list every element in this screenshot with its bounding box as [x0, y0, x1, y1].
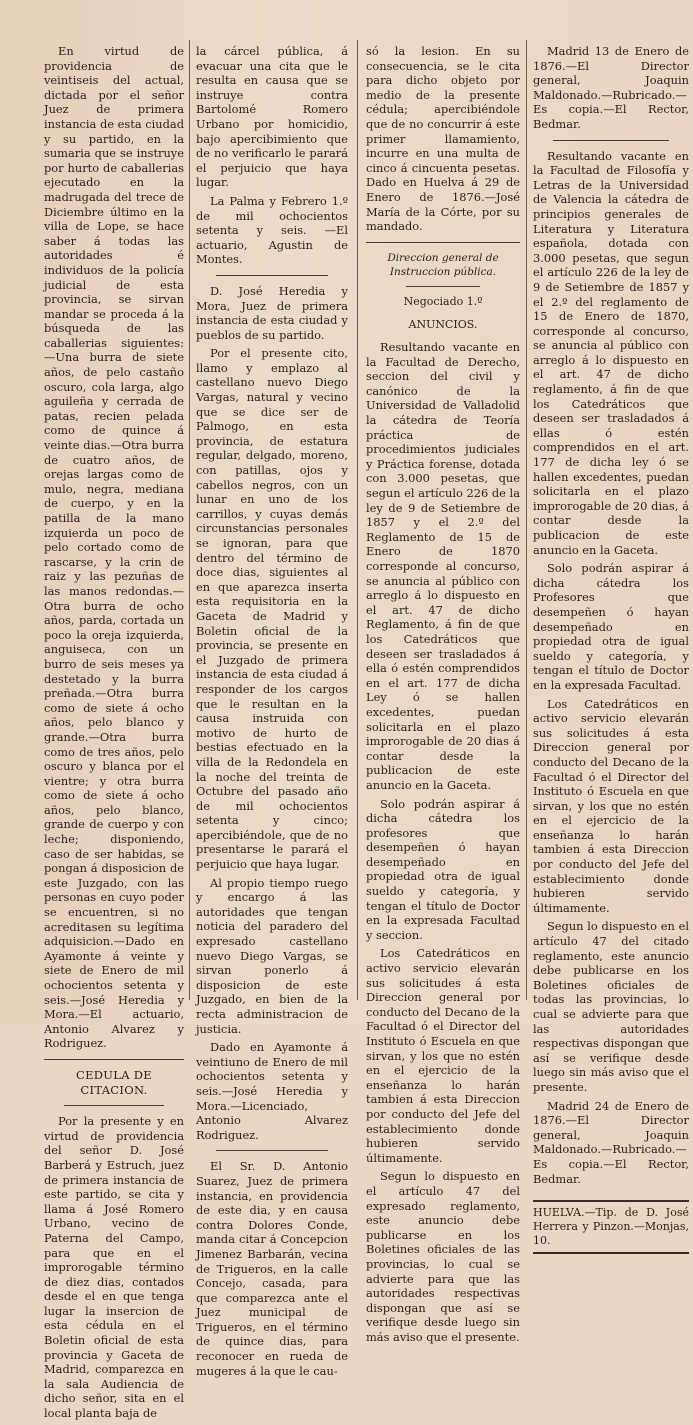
- column-1: [44, 44, 184, 1425]
- section-title: Direccion general de Instruccion pública.: [387, 251, 499, 279]
- cita-signature: La Palma y Febrero 1.º de mil ochocientos setenta y seis. —El actuario, Agustin de Montes.: [196, 193, 348, 267]
- emplazamiento-paragraph: Por el presente cito, llamo y emplazo al castellano nuevo Diego Vargas, natural y vecino que se dice ser de Palmogo, en esta provincia, de estatura regular, delgado, moreno, con patillas, ojos y cabellos negros, con un lunar en uno de los carrillos, y cuyas demás circunstancias personales se ignoran, para que dentro del término de doce dias, siguientes al en que aparezca inserta esta requisitoria en la Gaceta de Madrid y Boletin oficial de la provincia, se presente en el Juzgado de primera instancia de esta ciudad á responder de los cargos que le resultan en la causa instruida con motivo de hurto de bestias efectuado en la villa de la Redondela en la noche del treinta de Octubre del pasado año de mil ochocientos setenta y cinco; apercibiéndole, que de no presentarse le parará el perjuicio que haya lugar.: [196, 346, 348, 872]
- column-4: [533, 44, 689, 1254]
- anuncios-label: ANUNCIOS.: [408, 317, 478, 331]
- ayamonte-signature: Dado en Ayamonte á veintiuno de Enero de mil ochocientos setenta y seis.—José Heredia y Mora.—Licenciado, Antonio Alvarez Rodriguez.: [196, 1040, 348, 1142]
- lesion-paragraph: só la lesion. En su consecuencia, se le cita para dicho objeto por medio de la presente cédula; apercibiéndole que de no concurrir á este primer llamamiento, incurre en una multa de cinco á cincuenta pesetas. Dado en Huelva á 29 de Enero de 1876.—José María de la Córte, por su mandado.: [366, 44, 520, 234]
- madrid-signature-2: Madrid 24 de Enero de 1876.—El Director general, Joaquin Maldonado.—Rubricado.—Es copia.—El Rector, Bedmar.: [533, 1098, 689, 1186]
- cedula-paragraph: Por la presente y en virtud de providencia del señor D. José Barberá y Estruch, juez de primera instancia de este partido, se cita y llama á José Romero Urbano, vecino de Paterna del Campo, para que en el improrogable término de diez dias, contados desde el en que tenga lugar la insercion de esta cédula en el Boletin oficial de esta provincia y Gaceta de Madrid, comparezca en la sala Audiencia de dicho señor, sita en el local planta baja de: [44, 1114, 184, 1421]
- section-rule: [216, 275, 328, 276]
- section-rule: [553, 140, 669, 141]
- catedraticos-paragraph: Los Catedráticos en activo servicio elevarán sus solicitudes á esta Direccion general por conducto del Decano de la Facultad ó el Director del Instituto ó Escuela en que sirvan, y los que no estén en el ejercicio de la enseñanza lo harán tambien á esta Direccion por conducto del Jefe del establecimiento donde hubieren servido últimamente.: [533, 696, 689, 915]
- negociado-label: Negociado 1.º: [403, 294, 483, 308]
- column-divider: [526, 40, 527, 1000]
- column-2: [196, 44, 348, 1382]
- cita-paragraph: la cárcel pública, á evacuar una cita que le resulta en causa que se instruye contra Bartolomé Romero Urbano por homicidio, bajo apercibimiento que de no verificarlo le parará el perjuicio que haya lugar.: [196, 44, 348, 190]
- catedraticos-paragraph: Los Catedráticos en activo servicio elevarán sus solicitudes á esta Direccion general por conducto del Decano de la Facultad ó el Director del Instituto ó Escuela en que sirvan, y los que no estén en el ejercicio de la enseñanza lo harán tambien á esta Direccion por conducto del Jefe del establecimiento donde hubieren servido últimamente.: [366, 946, 520, 1165]
- valencia-paragraph: Resultando vacante en la Facultad de Filosofía y Letras de la Universidad de Valencia la cátedra de principios generales de Literatura y Literatura española, dotada con 3.000 pesetas, que segun el artículo 226 de la ley de 9 de Setiembre de 1857 y el 2.º del reglamento de 15 de Enero de 1870, corresponde al concurso, se anuncia al público con arreglo á lo dispuesto en el art. 47 de dicho reglamento, á fin de que los Catedráticos que deseen ser trasladados á ellas ó estén comprendidos en el art. 177 de dicha ley ó se hallen excedentes, puedan solicitarla en el plazo improrogable de 20 dias, á contar desde la publicacion de este anuncio en la Gaceta.: [533, 148, 689, 557]
- section-rule: [216, 1150, 328, 1151]
- aspirar-paragraph: Solo podrán aspirar á dicha cátedra los Profesores que desempeñen ó hayan desempeñado en propiedad otra de igual sueldo y categoría, y tengan el título de Doctor en la expresada Facultad.: [533, 561, 689, 692]
- madrid-signature: Madrid 13 de Enero de 1876.—El Director general, Joaquin Maldonado.—Rubricado.—Es copia.—El Rector, Bedmar.: [533, 44, 689, 131]
- section-rule: [64, 1105, 164, 1106]
- column-divider: [189, 40, 190, 1000]
- juez-heading: D. José Heredia y Mora, Juez de primera instancia de esta ciudad y pueblos de su partido.: [196, 283, 348, 342]
- segun-paragraph: Segun lo dispuesto en el artículo 47 del citado reglamento, este anuncio debe publicarse en los Boletines oficiales de todas las provincias, lo cual se advierte para que las autoridades respectivas dispongan que así se verifique desde luego sin más aviso que el presente.: [533, 919, 689, 1094]
- section-rule: [44, 1059, 184, 1060]
- cedula-heading: CEDULA DE CITACION.: [75, 1067, 153, 1097]
- requisitoria-paragraph: En virtud de providencia de veintiseis del actual, dictada por el señor Juez de primera instancia de esta ciudad y su partido, en la sumaria que se instruye por hurto de caballerias ejecutado en la madrugada del trece de Diciembre último en la villa de Lope, se hace saber á todas las autoridades é individuos de la policía judicial de esta provincia, se sirvan mandar se proceda á la búsqueda de las caballerias siguientes:—Una burra de siete años, de pelo castaño oscuro, cola larga, algo aguileña y cerrada de patas, recien pelada como de quince á veinte dias.—Otra burra de cuatro años, de orejas largas como de mulo, negra, mediana de cuerpo, y en la patilla de la mano izquierda un poco de pelo cortado como de rascarse, y la crin de raiz y las pezuñas de las manos redondas.—Otra burra de ocho años, parda, cortada un poco la oreja izquierda, anguiseca, con un burro de seis meses ya destetado y la burra preñada.—Otra burra como de siete á ocho años, pelo blanco y grande.—Otra burra como de tres años, pelo oscuro y blanca por el vientre; y otra burra como de siete á ocho años, pelo blanco, grande de cuerpo y con leche; disponiendo, caso de ser habidas, se pongan á disposicion de este Juzgado, con las personas en cuyo poder se encuentren, si no acreditasen su legítima adquisicion.—Dado en Ayamonte á veinte y siete de Enero de mil ochocientos setenta y seis.—José Heredia y Mora.—El actuario, Antonio Alvarez y Rodriguez.: [44, 44, 184, 1051]
- aspirar-paragraph: Solo podrán aspirar á dicha cátedra los profesores que desempeñen ó hayan desempeñado en propiedad otra de igual sueldo y categoría, y tengan el título de Doctor en la expresada Facultad y seccion.: [366, 796, 520, 942]
- section-rule: [366, 242, 520, 243]
- printer-footer: HUELVA.—Tip. de D. José Herrera y Pinzon.—Monjas, 10.: [533, 1200, 689, 1254]
- suarez-paragraph: El Sr. D. Antonio Suarez, Juez de primera instancia, en providencia de este dia, y en causa contra Dolores Conde, manda citar á Concepcion Jimenez Barbarán, vecina de Trigueros, en la calle Concejo, casada, para que comparezca ante el Juez municipal de Trigueros, en el término de quince dias, para reconocer en rueda de mugeres á la que le cau-: [196, 1159, 348, 1378]
- section-rule: [406, 286, 480, 287]
- segun-paragraph: Segun lo dispuesto en el artículo 47 del expresado reglamento, este anuncio debe publicarse en los Boletines oficiales de las provincias, lo cual se advierte para que las autoridades respectivas dispongan que así se verifique desde luego sin más aviso que el presente.: [366, 1169, 520, 1344]
- anuncio-paragraph: Resultando vacante en la Facultad de Derecho, seccion del civil y canónico de la Universidad de Valladolid la cátedra de Teoría práctica de procedimientos judiciales y Práctica forense, dotada con 3.000 pesetas, que segun el artículo 226 de la ley de 9 de Setiembre de 1857 y el 2.º del Reglamento de 15 de Enero de 1870 corresponde al concurso, se anuncia al público con arreglo á lo dispuesto en el art. 47 de dicho Reglamento, á fin de que los Catedráticos que deseen ser trasladados á ella ó estén comprendidos en el art. 177 de dicha Ley ó se hallen excedentes, puedan solicitarla en el plazo improrogable de 20 dias á contar desde la publicacion de este anuncio en la Gaceta.: [366, 340, 520, 792]
- ruego-paragraph: Al propio tiempo ruego y encargo á las autoridades que tengan noticia del paradero del expresado castellano nuevo Diego Vargas, se sirvan ponerlo á disposicion de este Juzgado, en bien de la recta administracion de justicia.: [196, 875, 348, 1036]
- column-3: [366, 44, 520, 1348]
- column-divider: [357, 40, 358, 1000]
